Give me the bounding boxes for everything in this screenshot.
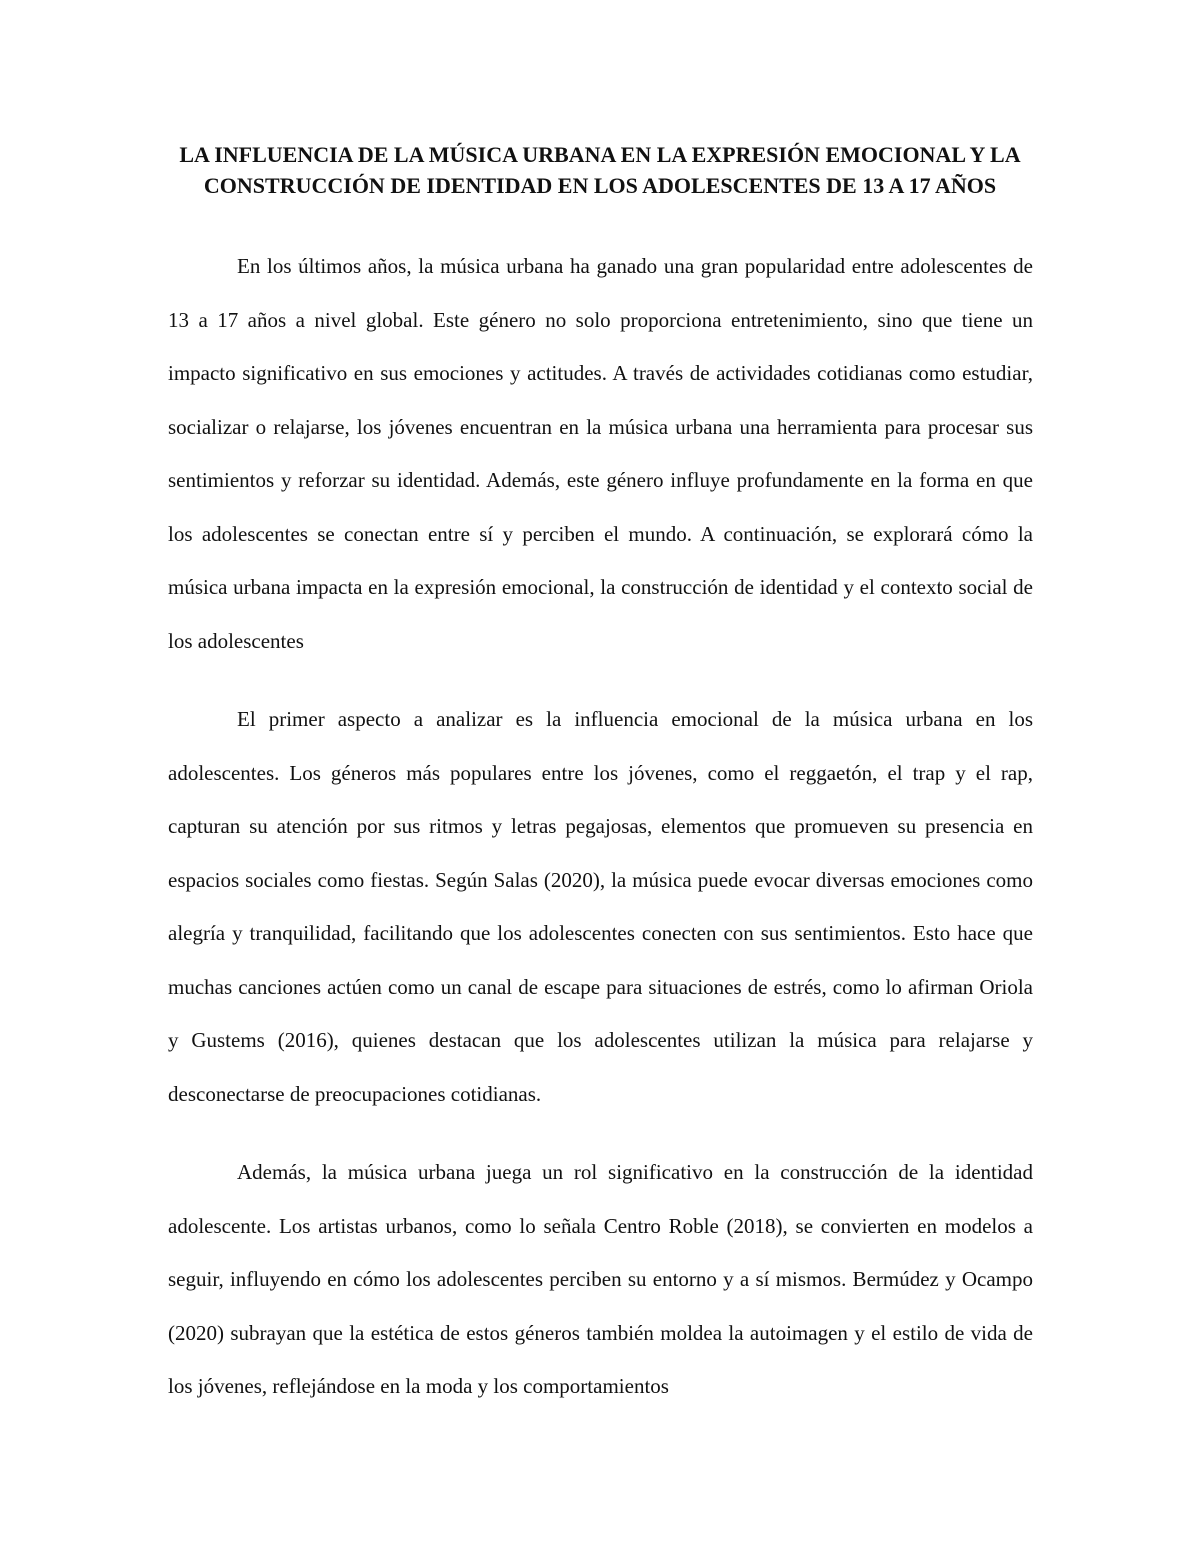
paragraph-emotional-influence: El primer aspecto a analizar es la influencia emocional de la música urbana en los adolescentes. Los géneros más populares entre los jóvenes, como el reggaetón, el trap y el rap, capturan su atención por sus ritmos y letras pegajosas, elementos que promueven su presencia en espacios sociales como fiestas. Según Salas (2020), la música puede evocar diversas emociones como alegría y tranquilidad, facilitando que los adolescentes conecten con sus sentimientos. Esto hace que muchas canciones actúen como un canal de escape para situaciones de estrés, como lo afirman Oriola y Gustems (2016), quienes destacan que los adolescentes utilizan la música para relajarse y desconectarse de preocupaciones cotidianas.	[168, 707, 1033, 1106]
paragraph-identity-construction: Además, la música urbana juega un rol significativo en la construcción de la identidad adolescente. Los artistas urbanos, como lo señala Centro Roble (2018), se convierten en modelos a seguir, influyendo en cómo los adolescentes perciben su entorno y a sí mismos. Bermúdez y Ocampo (2020) subrayan que la estética de estos géneros también moldea la autoimagen y el estilo de vida de los jóvenes, reflejándose en la moda y los comportamientos	[168, 1160, 1033, 1398]
document-title: LA INFLUENCIA DE LA MÚSICA URBANA EN LA EXPRESIÓN EMOCIONAL Y LA CONSTRUCCIÓN DE IDENTIDAD EN LOS ADOLESCENTES DE 13 A 17 AÑOS	[179, 142, 1021, 198]
paragraph-introduction: En los últimos años, la música urbana ha ganado una gran popularidad entre adolescentes de 13 a 17 años a nivel global. Este género no solo proporciona entretenimiento, sino que tiene un impacto significativo en sus emociones y actitudes. A través de actividades cotidianas como estudiar, socializar o relajarse, los jóvenes encuentran en la música urbana una herramienta para procesar sus sentimientos y reforzar su identidad. Además, este género influye profundamente en la forma en que los adolescentes se conectan entre sí y perciben el mundo. A continuación, se explorará cómo la música urbana impacta en la expresión emocional, la construcción de identidad y el contexto social de los adolescentes	[168, 254, 1033, 653]
